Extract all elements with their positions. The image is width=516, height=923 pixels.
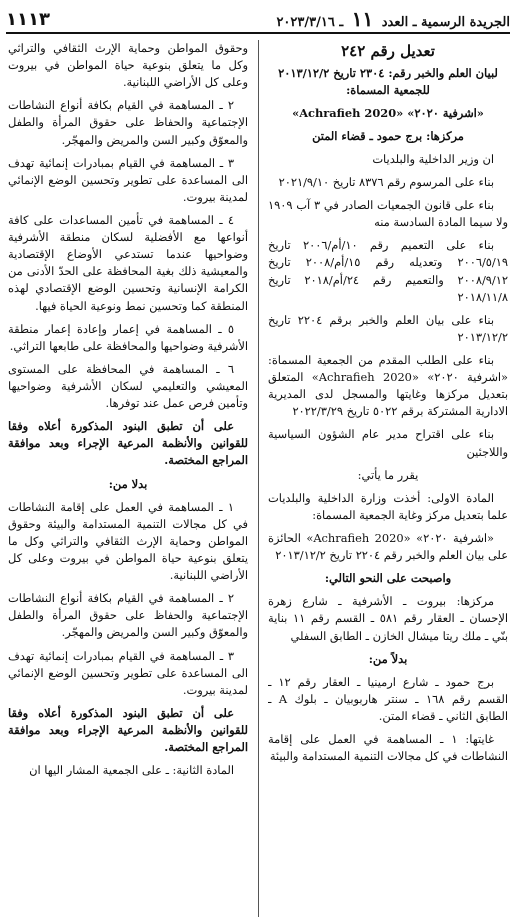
old-goal-1: ١ ـ المساهمة في العمل على إقامة النشاطات في كل مجالات التنمية المستدامة والبيئة وحقوق المواطن وحماية الإرث الثقافي والتراثي وكل ما يتعلق بنوعية حياة المواطن في بيروت وعلى كل الأراضي اللبنانية. xyxy=(8,499,248,583)
article-two: المادة الثانية: ـ على الجمعية المشار اليها ان xyxy=(29,763,234,778)
instead-heading: بدلاً من: xyxy=(368,651,408,666)
goals-paragraph: غايتها: ١ ـ المساهمة في العمل على إقامة النشاطات في كل مجالات التنمية المستدامة والبيئة xyxy=(268,732,508,764)
minister-line: ان وزير الداخلية والبلديات xyxy=(372,151,494,166)
recital-notice: بناء على بيان العلم والخبر برقم ٢٢٠٤ تاريخ ٢٠١٣/١٢/٢ xyxy=(268,312,508,344)
goal-1-continued: وحقوق المواطن وحماية الإرث الثقافي والتراثي وكل ما يتعلق بنوعية حياة المواطن في بيروت وعلى كل الأراضي اللبنانية. xyxy=(8,41,248,90)
article-one-name: «اشرفية ٢٠٢٠» «Achrafieh 2020» الحائزة على بيان العلم والخبر رقم ٢٢٠٤ تاريخ ٢٠١٣/١٢/٢ xyxy=(268,531,508,563)
issue-number: ١١ xyxy=(351,7,374,31)
association-location: مركزها: برج حمود ـ قضاء المتن xyxy=(312,128,464,143)
issue-date: ـ ٢٠٢٣/٣/١٦ xyxy=(276,15,344,30)
recital-circulars: بناء على التعميم رقم ١٠/أم/٢٠٠٦ تاريخ ٢٠٠٦/٥/١٩ وتعديله رقم ١٥/أم/٢٠٠٨ تاريخ ٢٠٠٨/٩/١٢ والتعميم رقم ٢٤/أم/٢٠١٨ تاريخ ٢٠١٨/١١/٨ xyxy=(268,238,508,304)
article-one: المادة الاولى: أخذت وزارة الداخلية والبلديات علما بتعديل مركز وغاية الجمعية المسماة: xyxy=(268,490,508,522)
instead-heading-2: بدلا من: xyxy=(108,476,148,491)
recital-law: بناء على قانون الجمعيات الصادر في ٣ آب ١٩٠٩ ولا سيما المادة السادسة منه xyxy=(268,198,508,230)
right-column xyxy=(268,40,508,919)
old-goal-3: ٣ ـ المساهمة في القيام بمبادرات إنمائية تهدف الى المساعدة على تطوير وتحسين الوضع الإنمائي لمدينة بيروت. xyxy=(8,648,248,697)
goal-2: ٢ ـ المساهمة في القيام بكافة أنواع النشاطات الإجتماعية والحفاظ على حقوق المرأة والطفل والمعوّق وكبير السن والمريض والمهجّر. xyxy=(8,98,248,147)
old-goal-2: ٢ ـ المساهمة في القيام بكافة أنواع النشاطات الإجتماعية والحفاظ على حقوق المرأة والطفل والمعوّق وكبير السن والمريض والمهجّر. xyxy=(8,591,248,640)
amendment-subtitle: لبيان العلم والخبر رقم: ٢٣٠٤ تاريخ ٢٠١٣/١٢/٢ للجمعية المسماة: xyxy=(278,65,498,97)
application-clause-2: على أن تطبق البنود المذكورة أعلاه وفقا للقوانين والأنظمة المرعية الإجراء وبعد موافقة المراجع المختصة. xyxy=(8,705,248,755)
recital-decree: بناء على المرسوم رقم ٨٣٧٦ تاريخ ٢٠٢١/٩/١٠ xyxy=(278,175,494,190)
running-title xyxy=(276,7,510,31)
goal-3: ٣ ـ المساهمة في القيام بمبادرات إنمائية تهدف الى المساعدة على تطوير وتحسين الوضع الإنمائي لمدينة بيروت. xyxy=(8,155,248,204)
recital-proposal: بناء على اقتراح مدير عام الشؤون السياسية واللاجئين xyxy=(268,427,508,459)
left-column xyxy=(8,40,248,919)
application-clause: على أن تطبق البنود المذكورة أعلاه وفقا للقوانين والأنظمة المرعية الإجراء وبعد موافقة المراجع المختصة. xyxy=(8,419,248,468)
amendment-title: تعديل رقم ٢٤٢ xyxy=(341,42,435,60)
became-heading: واصبحت على النحو التالي: xyxy=(324,571,452,586)
goal-6: ٦ ـ المساهمة في المحافظة على المستوى المعيشي والتعليمي لسكان الأشرفية وضواحيها وتأمين فرص عمل عند توفرها. xyxy=(8,361,248,411)
goal-4: ٤ ـ المساهمة في تأمين المساعدات على كافة أنواعها مع الأفضلية لسكان منطقة الأشرفية وضواحيها عندما تستدعي الأوضاع الإقتصادية والمعيشية ذلك بغية المحافظة على الحدّ الأدنى من الكرامة الإنسانية وتحسين الوضع الإقتصادي لهذه المنطقة كما وتحسين نمط ونوعية الحياة فيها. xyxy=(8,212,248,313)
gazette-title: الجريدة الرسمية ـ العدد xyxy=(381,15,510,30)
new-headquarters: مركزها: بيروت ـ الأشرفية ـ شارع زهرة الإحسان ـ العقار رقم ٥٨١ ـ القسم رقم ١١ بناية بنّي ـ ملك ريتا ميشال الخازن ـ الطابق السفلي xyxy=(268,594,508,643)
recital-request: بناء على الطلب المقدم من الجمعية المسماة: «اشرفية ٢٠٢٠» «Achrafieh 2020» المتعلق بتعديل مركزها وغايتها والمسجل لدى المديرية الادارية المشتركة برقم ٥٠٢٢ تاريخ ٢٠٢٢/٣/٢٩ xyxy=(268,353,508,419)
goal-5: ٥ ـ المساهمة في إعمار وإعادة إعمار منطقة الأشرفية وضواحيها والمحافظة على طابعها التراثي. xyxy=(8,321,248,353)
decides-heading: يقرر ما يأتي: xyxy=(357,467,419,482)
association-name: «اشرفية ٢٠٢٠» «Achrafieh 2020» xyxy=(292,105,484,120)
page-header xyxy=(6,6,510,34)
column-divider xyxy=(258,40,259,917)
page-number: ١١١٣ xyxy=(6,8,50,30)
old-headquarters: برج حمود ـ شارع ارمينيا ـ العقار رقم ١٢ ـ القسم رقم ١٦٨ ـ سنتر هاربوبيان ـ بلوك A ـ الطابق الثاني ـ قضاء المتن. xyxy=(268,674,508,723)
